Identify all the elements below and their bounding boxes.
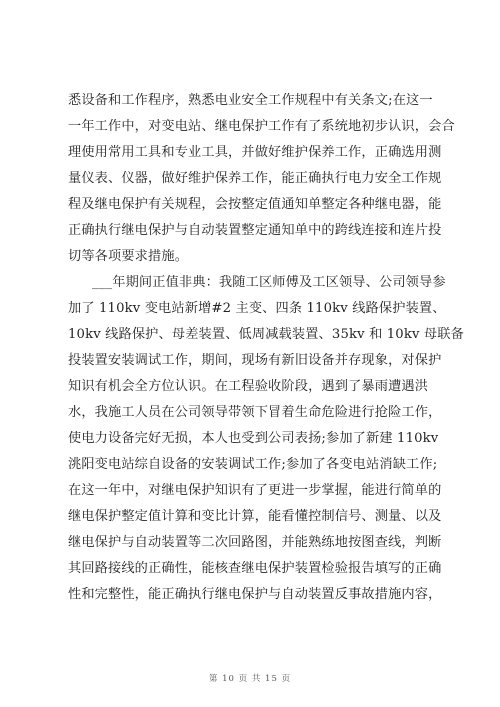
body-text-line: 使电力设备完好无损，本人也受到公司表扬;参加了新建 110kv <box>68 431 439 446</box>
body-text-line: 加了 110kv 变电站新增#2 主变、四条 110kv 线路保护装置、 <box>68 301 446 316</box>
body-text-line: 程及继电保护有关规程，会按整定值通知单整定各种继电器，能 <box>68 197 442 212</box>
body-text-line: 在这一年中，对继电保护知识有了更进一步掌握，能进行简单的 <box>68 483 442 498</box>
body-text-line: 10kv 线路保护、母差装置、低周减载装置、35kv 和 10kv 母联备 <box>68 327 464 342</box>
paragraph-first-line: ___年期间正值非典：我随工区师傅及工区领导、公司领导参 <box>92 275 446 290</box>
body-text-line: 继电保护与自动装置等二次回路图，并能熟练地按图查线，判断 <box>68 535 442 550</box>
body-text-line: 性和完整性，能正确执行继电保护与自动装置反事故措施内容， <box>68 587 442 602</box>
body-text-line: 悉设备和工作程序，熟悉电业安全工作规程中有关条文;在这一 <box>68 93 433 108</box>
body-text-line: 其回路接线的正确性，能核查继电保护装置检验报告填写的正确 <box>68 561 442 576</box>
body-text-line: 洮阳变电站综自设备的安装调试工作;参加了各变电站消缺工作; <box>68 457 438 472</box>
body-text-line: 量仪表、仪器，做好维护保养工作，能正确执行电力安全工作规 <box>68 171 442 186</box>
body-text-line: 切等各项要求措施。 <box>68 249 189 264</box>
body-text-line: 投装置安装调试工作，期间，现场有新旧设备并存现象，对保护 <box>68 353 442 368</box>
body-text-line: 继电保护整定值计算和变比计算，能看懂控制信号、测量、以及 <box>68 509 442 524</box>
page-number-footer: 第 10 页 共 15 页 <box>208 674 292 684</box>
body-text-line: 正确执行继电保护与自动装置整定通知单中的跨线连接和连片投 <box>68 223 442 238</box>
body-text-line: 理使用常用工具和专业工具，并做好维护保养工作，正确选用测 <box>68 145 442 160</box>
body-text-line: 知识有机会全方位认识。在工程验收阶段，遇到了暴雨遭遇洪 <box>68 379 429 394</box>
body-text-line: 一年工作中，对变电站、继电保护工作有了系统地初步认识，会合 <box>68 119 455 134</box>
body-text-line: 水，我施工人员在公司领导带领下冒着生命危险进行抢险工作， <box>68 405 442 420</box>
